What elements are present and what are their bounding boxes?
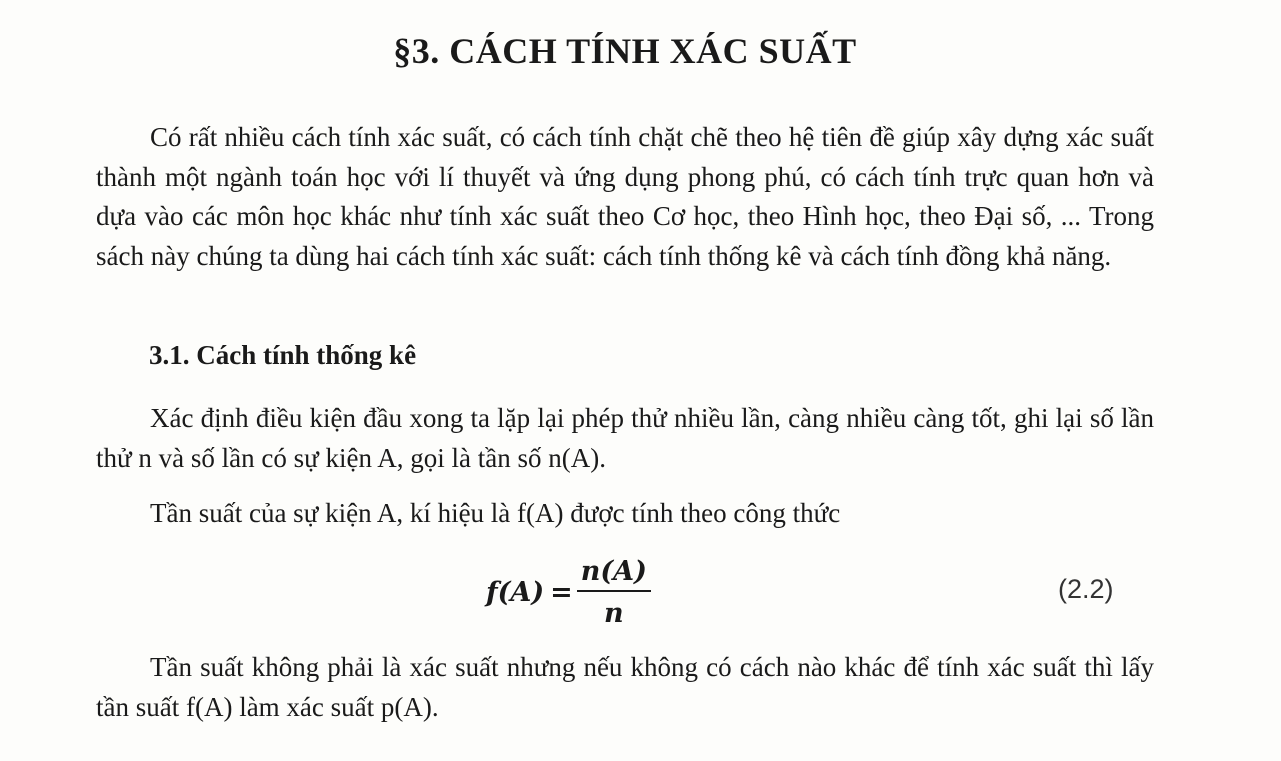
formula-numerator: n(A) (577, 556, 651, 592)
chapter-title: §3. CÁCH TÍNH XÁC SUẤT (393, 31, 857, 71)
experiment-paragraph: Xác định điều kiện đầu xong ta lặp lại phép thử nhiều lần, càng nhiều càng tốt, ghi lại số lần thử n và số lần có sự kiện A, gọi là tần số n(A). (96, 403, 1154, 473)
conclusion-paragraph: Tần suất không phải là xác suất nhưng nếu không có cách nào khác để tính xác suất thì lấy tần suất f(A) làm xác suất p(A). (96, 652, 1154, 722)
equation-number: (2.2) (1058, 574, 1114, 604)
formula-denominator: n (604, 597, 624, 629)
section-heading: 3.1. Cách tính thống kê (149, 340, 417, 370)
formula-fraction (577, 556, 651, 629)
frequency-formula (486, 552, 651, 632)
formula-equals: = (550, 576, 573, 608)
formula-lhs: f(A) (486, 576, 545, 608)
intro-paragraph: Có rất nhiều cách tính xác suất, có cách tính chặt chẽ theo hệ tiên đề giúp xây dựng xác suất thành một ngành toán học với lí thuyết và ứng dụng phong phú, có cách tính trực quan hơn và dựa vào các môn học khác như tính xác suất theo Cơ học, theo Hình học, theo Đại số, ... Trong sách này chúng ta dùng hai cách tính xác suất: cách tính thống kê và cách tính đồng khả năng. (96, 122, 1154, 271)
frequency-definition-paragraph: Tần suất của sự kiện A, kí hiệu là f(A) được tính theo công thức (150, 498, 841, 528)
